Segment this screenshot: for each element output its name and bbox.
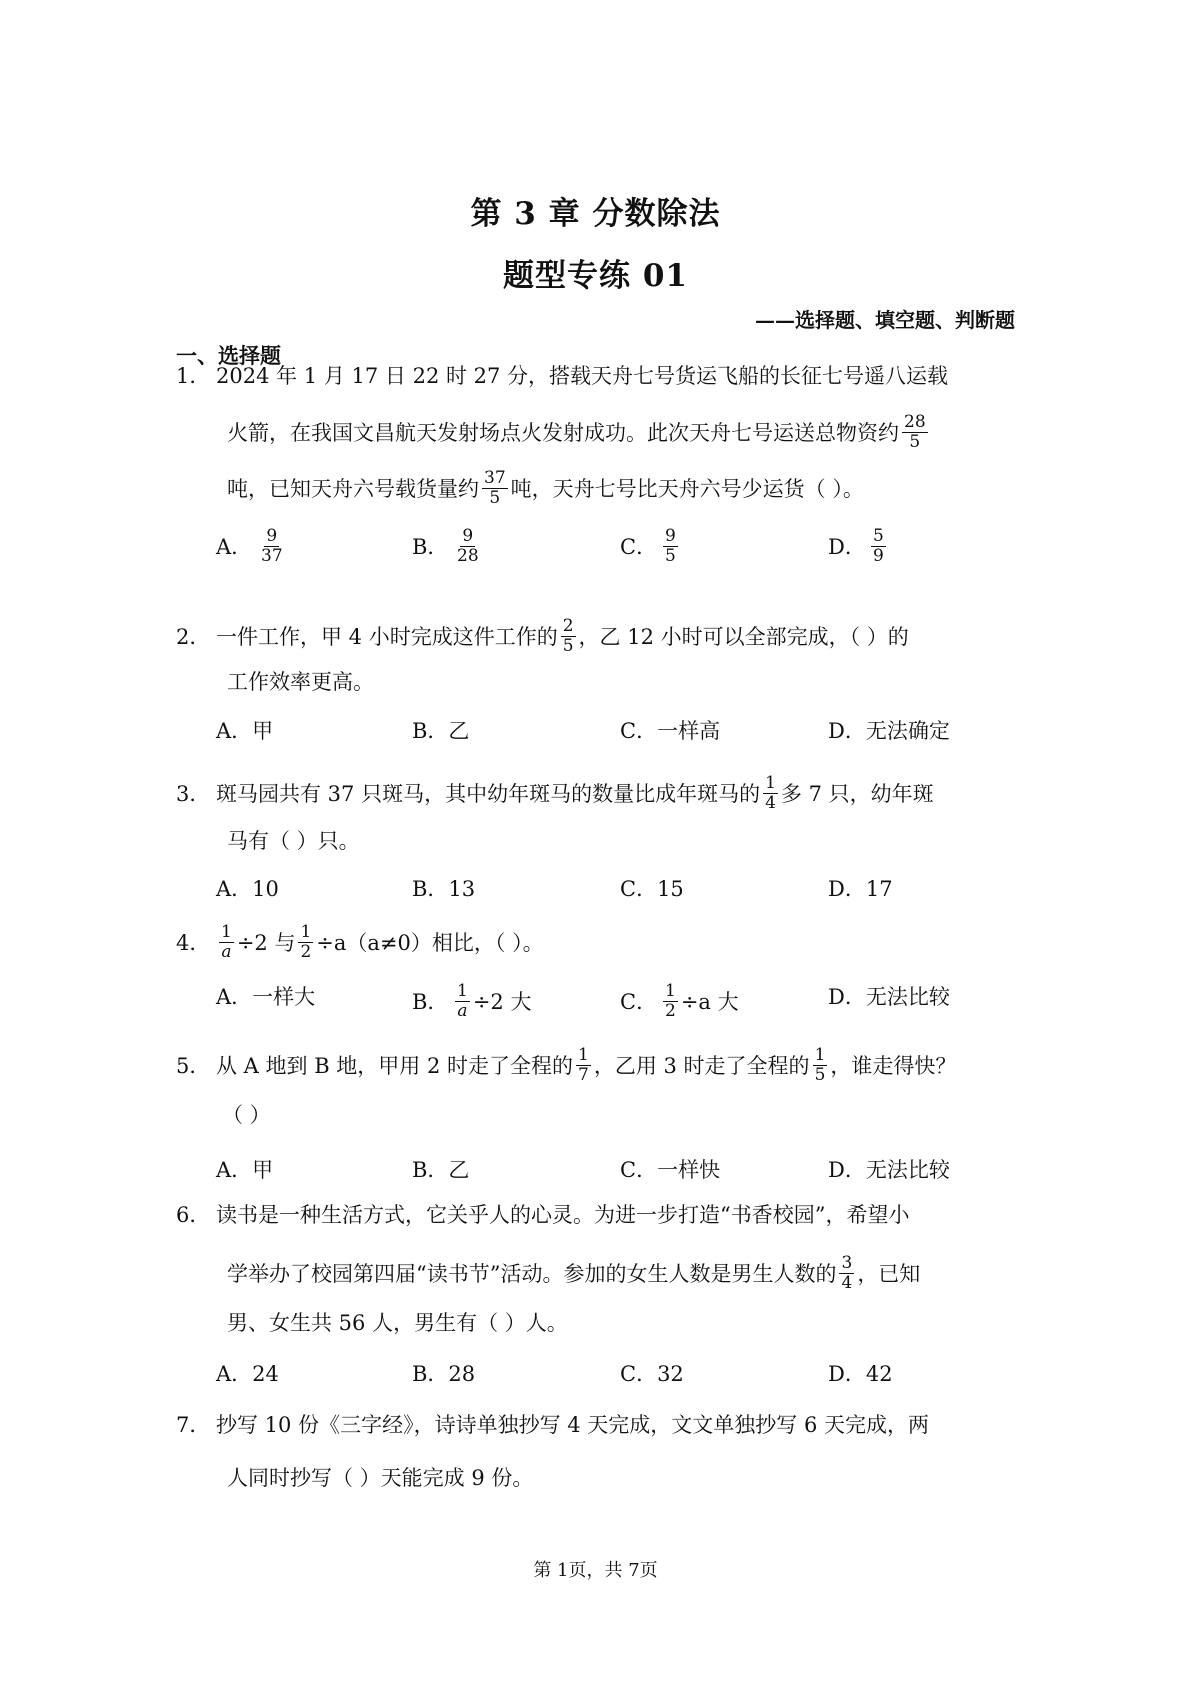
question-5-line-1 — [176, 1046, 1016, 1085]
question-text: 读书是一种生活方式，它关乎人的心灵。为进一步打造“书香校园”，希望小 — [216, 1203, 910, 1227]
fraction: $\frac{1}{5}$ — [814, 1045, 826, 1085]
fraction: $\frac{1}{7}$ — [578, 1045, 589, 1085]
question-number: 5． — [176, 1053, 211, 1078]
question-text: 吨，已知天舟六号载货量约 — [227, 476, 479, 501]
question-types-note: ——选择题、填空题、判断题 — [755, 308, 1015, 332]
question-number: 3． — [176, 781, 211, 806]
option-d: D．无法比较 — [828, 1158, 950, 1182]
option-a: A．甲 — [216, 1158, 274, 1182]
question-text: 斑马园共有 37 只斑马，其中幼年斑马的数量比成年斑马的 — [216, 781, 761, 806]
option-c: C．一样快 — [620, 1158, 721, 1182]
option-a: A．一样大 — [216, 985, 316, 1009]
sub-title: 题型专练 01 — [503, 258, 688, 294]
question-number: 6． — [176, 1203, 211, 1227]
question-1-line-1 — [176, 361, 1016, 391]
option-b: B． $\frac{9}{28}$ — [412, 526, 479, 566]
question-text: ，已知 — [857, 1261, 921, 1286]
option-b: B．28 — [412, 1362, 476, 1386]
fraction: $\frac{1}{a}$ — [457, 981, 468, 1021]
option-b: B．13 — [412, 877, 476, 901]
fraction: $\frac{1}{2}$ — [300, 922, 312, 962]
question-7-line-1 — [176, 1410, 1016, 1440]
option-c: C．一样高 — [620, 719, 721, 743]
option-c: C． $\frac{9}{5}$ — [620, 526, 676, 566]
fraction: $\frac{2}{5}$ — [562, 616, 574, 656]
question-6-line-1 — [176, 1200, 1016, 1230]
page-number: 第 1页，共 7页 — [533, 1560, 658, 1581]
question-text: 抄写 10 份《三字经》，诗诗单独抄写 4 天完成，文文单独抄写 6 天完成，两 — [216, 1413, 929, 1437]
fraction: $\frac{28}{5}$ — [904, 412, 926, 452]
option-d: D．无法比较 — [828, 985, 950, 1009]
option-b: B．乙 — [412, 719, 470, 743]
question-text: 一件工作，甲 4 小时完成这件工作的 — [216, 624, 558, 649]
question-text: ，乙 12 小时可以全部完成，（ ）的 — [578, 624, 909, 649]
fraction: $\frac{9}{5}$ — [665, 526, 676, 566]
option-d: D．无法确定 — [828, 719, 950, 743]
option-c: C．32 — [620, 1362, 684, 1386]
question-text: 多 7 只，幼年斑 — [780, 781, 934, 806]
option-a: A．10 — [216, 877, 279, 901]
question-6-line-3: 男、女生共 56 人，男生有（ ）人。 — [227, 1311, 568, 1335]
question-text: ÷2 与 — [236, 930, 296, 955]
question-2-line-2: 工作效率更高。 — [227, 670, 374, 694]
question-text: 2024 年 1 月 17 日 22 时 27 分，搭载天舟七号货运飞船的长征七号遥八运载 — [216, 364, 949, 388]
option-b: B． $\frac{1}{a}$ ÷2 大 — [412, 981, 532, 1021]
option-b: B．乙 — [412, 1158, 470, 1182]
question-number: 4． — [176, 930, 211, 955]
option-a: A．甲 — [216, 719, 274, 743]
option-d: D． $\frac{5}{9}$ — [828, 526, 884, 566]
fraction: $\frac{3}{4}$ — [841, 1253, 853, 1293]
option-c: C．15 — [620, 877, 684, 901]
question-number: 1． — [176, 364, 211, 388]
question-1-line-3 — [227, 469, 864, 508]
question-1-line-2 — [227, 413, 931, 452]
option-d: D．17 — [828, 877, 893, 901]
question-text: 吨，天舟七号比天舟六号少运货（ ）。 — [510, 476, 864, 501]
fraction: $\frac{9}{28}$ — [457, 526, 479, 566]
question-4-line-1 — [176, 923, 1016, 962]
option-a: A． $\frac{9}{37}$ — [216, 526, 283, 566]
section-heading: 一、选择题 — [176, 343, 281, 368]
question-text: ，乙用 3 时走了全程的 — [593, 1053, 810, 1078]
fraction: $\frac{9}{37}$ — [261, 526, 283, 566]
question-7-line-2: 人同时抄写（ ）天能完成 9 份。 — [227, 1466, 534, 1490]
fraction: $\frac{5}{9}$ — [873, 526, 884, 566]
question-3-line-1 — [176, 774, 1016, 813]
fraction: $\frac{1}{a}$ — [221, 922, 232, 962]
fraction: $\frac{1}{2}$ — [665, 981, 676, 1021]
fraction: $\frac{1}{4}$ — [765, 773, 776, 813]
question-text: 从 A 地到 B 地，甲用 2 时走了全程的 — [216, 1053, 574, 1078]
question-number: 7． — [176, 1413, 211, 1437]
question-text: ，谁走得快？ — [830, 1053, 957, 1078]
option-a: A．24 — [216, 1362, 279, 1386]
question-text: 学举办了校园第四届“读书节”活动。参加的女生人数是男生人数的 — [227, 1261, 837, 1286]
question-3-line-2: 马有（ ）只。 — [227, 829, 360, 853]
fraction: $\frac{37}{5}$ — [484, 468, 506, 508]
question-6-line-2 — [227, 1254, 920, 1293]
question-text: 火箭，在我国文昌航天发射场点火发射成功。此次天舟七号运送总物资约 — [227, 420, 899, 445]
question-2-line-1 — [176, 617, 1016, 656]
option-c: C． $\frac{1}{2}$ ÷a 大 — [620, 981, 739, 1021]
question-text: ÷a（a≠0）相比，（ ）。 — [316, 930, 544, 955]
chapter-title: 第 3 章 分数除法 — [470, 196, 721, 232]
option-d: D．42 — [828, 1362, 893, 1386]
question-5-line-2: （ ） — [222, 1103, 271, 1127]
question-number: 2． — [176, 624, 211, 649]
